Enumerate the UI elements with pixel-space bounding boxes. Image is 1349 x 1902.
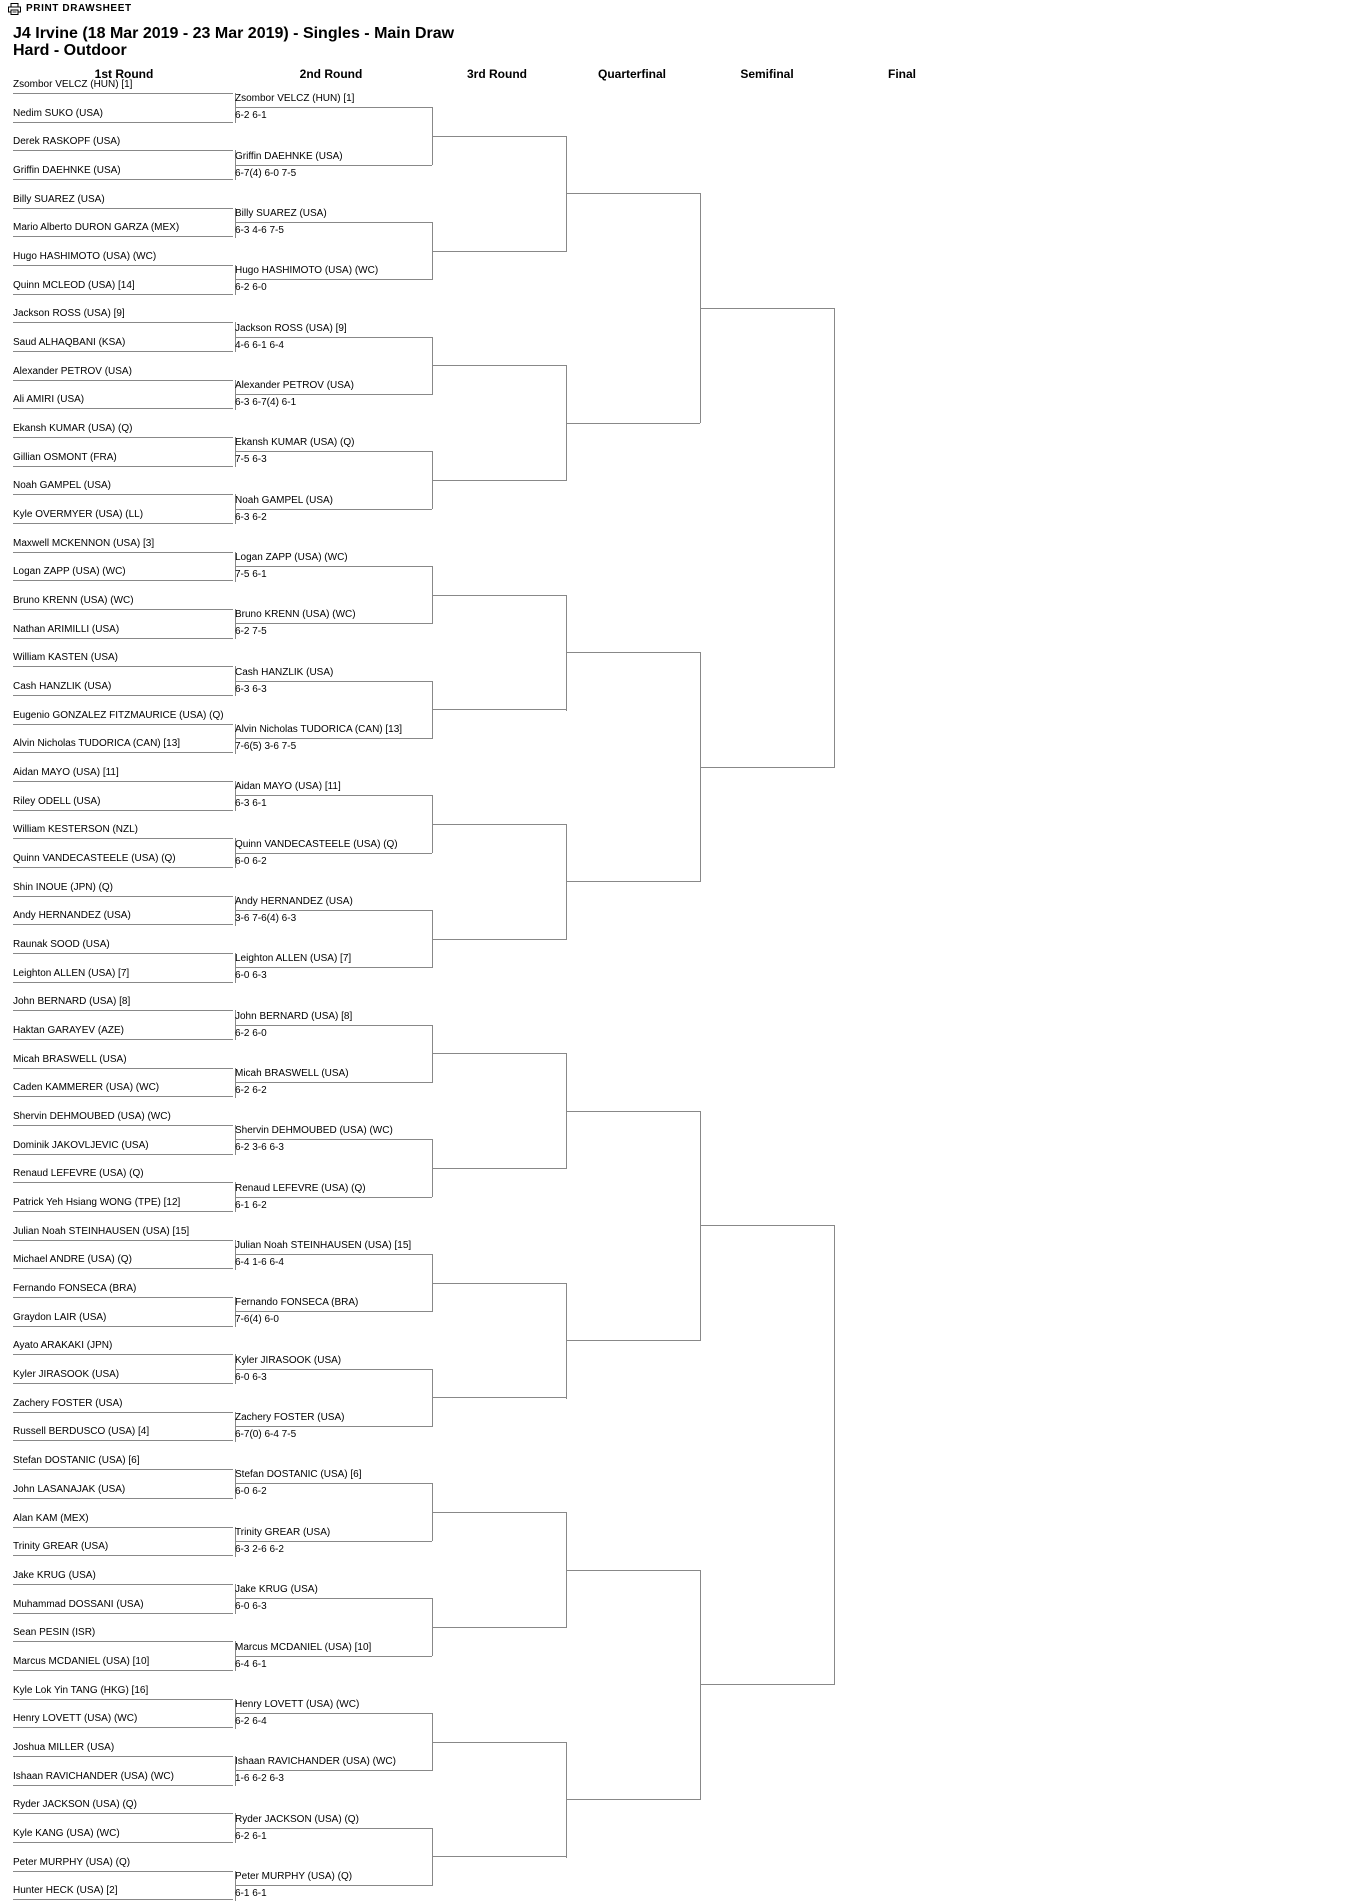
first-round-player[interactable]: Renaud LEFEVRE (USA) (Q) bbox=[13, 1167, 233, 1183]
round-header-6: Final bbox=[887, 67, 916, 81]
first-round-player[interactable]: Russell BERDUSCO (USA) [4] bbox=[13, 1425, 233, 1441]
round-3-line bbox=[432, 939, 566, 940]
match-score: 6-3 4-6 7-5 bbox=[235, 225, 284, 236]
second-round-player[interactable]: John BERNARD (USA) [8] bbox=[235, 1011, 353, 1022]
second-round-line bbox=[235, 1082, 432, 1083]
second-round-line bbox=[235, 623, 432, 624]
second-round-player[interactable]: Kyler JIRASOOK (USA) bbox=[235, 1355, 342, 1366]
first-round-player[interactable]: Noah GAMPEL (USA) bbox=[13, 479, 233, 495]
first-round-player[interactable]: Logan ZAPP (USA) (WC) bbox=[13, 565, 233, 581]
match-score: 6-0 6-3 bbox=[235, 1601, 267, 1612]
match-score: 7-6(5) 3-6 7-5 bbox=[235, 741, 297, 752]
match-score: 6-2 6-0 bbox=[235, 1028, 267, 1039]
round-4-line bbox=[566, 193, 700, 194]
round-4-line bbox=[566, 423, 700, 424]
second-round-player[interactable]: Renaud LEFEVRE (USA) (Q) bbox=[235, 1183, 366, 1194]
first-round-player[interactable]: Zachery FOSTER (USA) bbox=[13, 1397, 233, 1413]
round-4-line bbox=[566, 1799, 700, 1800]
first-round-player[interactable]: Muhammad DOSSANI (USA) bbox=[13, 1598, 233, 1614]
round-4-line bbox=[566, 881, 700, 882]
first-round-player[interactable]: Andy HERNANDEZ (USA) bbox=[13, 909, 233, 925]
first-round-player[interactable]: Maxwell MCKENNON (USA) [3] bbox=[13, 537, 233, 553]
first-round-player[interactable]: Cash HANZLIK (USA) bbox=[13, 680, 233, 696]
second-round-player[interactable]: Quinn VANDECASTEELE (USA) (Q) bbox=[235, 839, 398, 850]
round-header-1: 1st Round bbox=[94, 67, 154, 81]
first-round-player[interactable]: Peter MURPHY (USA) (Q) bbox=[13, 1856, 233, 1872]
second-round-line bbox=[235, 509, 432, 510]
second-round-line bbox=[235, 1713, 432, 1714]
match-score: 6-2 7-5 bbox=[235, 626, 267, 637]
first-round-player[interactable]: Hunter HECK (USA) [2] bbox=[13, 1884, 233, 1900]
first-round-player[interactable]: Griffin DAEHNKE (USA) bbox=[13, 164, 233, 180]
first-round-player[interactable]: Kyle KANG (USA) (WC) bbox=[13, 1827, 233, 1843]
second-round-player[interactable]: Griffin DAEHNKE (USA) bbox=[235, 151, 343, 162]
first-round-player[interactable]: Trinity GREAR (USA) bbox=[13, 1540, 233, 1556]
first-round-player[interactable]: Henry LOVETT (USA) (WC) bbox=[13, 1712, 233, 1728]
second-round-line bbox=[235, 566, 432, 567]
second-round-player[interactable]: Trinity GREAR (USA) bbox=[235, 1527, 331, 1538]
second-round-player[interactable]: Zsombor VELCZ (HUN) [1] bbox=[235, 93, 355, 104]
round-3-line bbox=[432, 1397, 566, 1398]
first-round-player[interactable]: Jake KRUG (USA) bbox=[13, 1569, 233, 1585]
round-4-connector bbox=[566, 136, 567, 252]
second-round-line bbox=[235, 1598, 432, 1599]
second-round-line bbox=[235, 107, 432, 108]
second-round-line bbox=[235, 681, 432, 682]
first-round-player[interactable]: Nathan ARIMILLI (USA) bbox=[13, 623, 233, 639]
first-round-player[interactable]: John BERNARD (USA) [8] bbox=[13, 995, 233, 1011]
round-5-line bbox=[700, 1225, 834, 1226]
round-5-connector bbox=[700, 1570, 701, 1800]
first-round-player[interactable]: Gillian OSMONT (FRA) bbox=[13, 451, 233, 467]
match-score: 6-1 6-1 bbox=[235, 1888, 267, 1899]
round-3-line bbox=[432, 1512, 566, 1513]
page-subtitle: Hard - Outdoor bbox=[13, 42, 127, 59]
first-round-player[interactable]: John LASANAJAK (USA) bbox=[13, 1483, 233, 1499]
first-round-player[interactable]: Micah BRASWELL (USA) bbox=[13, 1053, 233, 1069]
second-round-line bbox=[235, 967, 432, 968]
round-3-line bbox=[432, 251, 566, 252]
match-score: 7-5 6-3 bbox=[235, 454, 267, 465]
second-round-player[interactable]: Aidan MAYO (USA) [11] bbox=[235, 781, 341, 792]
second-round-player[interactable]: Fernando FONSECA (BRA) bbox=[235, 1297, 359, 1308]
second-round-player[interactable]: Jake KRUG (USA) bbox=[235, 1584, 318, 1595]
first-round-player[interactable]: Nedim SUKO (USA) bbox=[13, 107, 233, 123]
first-round-player[interactable]: Michael ANDRE (USA) (Q) bbox=[13, 1253, 233, 1269]
round-3-line bbox=[432, 1283, 566, 1284]
first-round-player[interactable]: Dominik JAKOVLJEVIC (USA) bbox=[13, 1139, 233, 1155]
match-score: 6-3 6-3 bbox=[235, 684, 267, 695]
first-round-player[interactable]: Alan KAM (MEX) bbox=[13, 1512, 233, 1528]
round-5-line bbox=[700, 308, 834, 309]
match-score: 6-7(0) 6-4 7-5 bbox=[235, 1429, 297, 1440]
second-round-line bbox=[235, 222, 432, 223]
match-score: 6-0 6-2 bbox=[235, 1486, 267, 1497]
second-round-player[interactable]: Jackson ROSS (USA) [9] bbox=[235, 323, 347, 334]
first-round-player[interactable]: Kyler JIRASOOK (USA) bbox=[13, 1368, 233, 1384]
match-score: 6-4 1-6 6-4 bbox=[235, 1257, 284, 1268]
second-round-player[interactable]: Ryder JACKSON (USA) (Q) bbox=[235, 1814, 359, 1825]
round-3-line bbox=[432, 709, 566, 710]
first-round-player[interactable]: Hugo HASHIMOTO (USA) (WC) bbox=[13, 250, 233, 266]
second-round-line bbox=[235, 1369, 432, 1370]
first-round-player[interactable]: William KESTERSON (NZL) bbox=[13, 823, 233, 839]
first-round-player[interactable]: Marcus MCDANIEL (USA) [10] bbox=[13, 1655, 233, 1671]
match-score: 3-6 7-6(4) 6-3 bbox=[235, 913, 297, 924]
first-round-player[interactable]: Riley ODELL (USA) bbox=[13, 795, 233, 811]
round-4-line bbox=[566, 1111, 700, 1112]
second-round-player[interactable]: Hugo HASHIMOTO (USA) (WC) bbox=[235, 265, 379, 276]
second-round-line bbox=[235, 451, 432, 452]
round-3-line bbox=[432, 595, 566, 596]
first-round-player[interactable]: Caden KAMMERER (USA) (WC) bbox=[13, 1081, 233, 1097]
round-5-line bbox=[700, 1684, 834, 1685]
match-score: 7-6(4) 6-0 bbox=[235, 1314, 279, 1325]
second-round-line bbox=[235, 1483, 432, 1484]
first-round-player[interactable]: Haktan GARAYEV (AZE) bbox=[13, 1024, 233, 1040]
second-round-line bbox=[235, 1828, 432, 1829]
round-4-connector bbox=[566, 1283, 567, 1399]
first-round-player[interactable]: Graydon LAIR (USA) bbox=[13, 1311, 233, 1327]
first-round-player[interactable]: Ekansh KUMAR (USA) (Q) bbox=[13, 422, 233, 438]
round-4-connector bbox=[566, 1742, 567, 1858]
first-round-player[interactable]: Derek RASKOPF (USA) bbox=[13, 135, 233, 151]
round-3-line bbox=[432, 824, 566, 825]
match-score: 1-6 6-2 6-3 bbox=[235, 1773, 284, 1784]
match-score: 6-2 6-1 bbox=[235, 1831, 267, 1842]
first-round-player[interactable]: Mario Alberto DURON GARZA (MEX) bbox=[13, 221, 233, 237]
round-3-connector bbox=[432, 1369, 433, 1427]
round-6-connector bbox=[834, 308, 835, 768]
first-round-player[interactable]: Ali AMIRI (USA) bbox=[13, 393, 233, 409]
first-round-player[interactable]: Sean PESIN (ISR) bbox=[13, 1626, 233, 1642]
second-round-player[interactable]: Zachery FOSTER (USA) bbox=[235, 1412, 345, 1423]
second-round-line bbox=[235, 337, 432, 338]
second-round-line bbox=[235, 394, 432, 395]
second-round-player[interactable]: Micah BRASWELL (USA) bbox=[235, 1068, 349, 1079]
first-round-player[interactable]: Ryder JACKSON (USA) (Q) bbox=[13, 1798, 233, 1814]
first-round-player[interactable]: Kyle Lok Yin TANG (HKG) [16] bbox=[13, 1684, 233, 1700]
round-3-line bbox=[432, 365, 566, 366]
round-header-3: 3rd Round bbox=[467, 67, 527, 81]
round-4-connector bbox=[566, 824, 567, 940]
match-score: 6-1 6-2 bbox=[235, 1200, 267, 1211]
round-header-5: Semifinal bbox=[740, 67, 794, 81]
second-round-line bbox=[235, 279, 432, 280]
second-round-line bbox=[235, 1139, 432, 1140]
round-3-line bbox=[432, 480, 566, 481]
round-4-connector bbox=[566, 595, 567, 711]
round-3-connector bbox=[432, 1828, 433, 1886]
second-round-line bbox=[235, 1197, 432, 1198]
match-score: 7-5 6-1 bbox=[235, 569, 267, 580]
first-round-player[interactable]: Stefan DOSTANIC (USA) [6] bbox=[13, 1454, 233, 1470]
first-round-player[interactable]: Ishaan RAVICHANDER (USA) (WC) bbox=[13, 1770, 233, 1786]
first-round-player[interactable]: Aidan MAYO (USA) [11] bbox=[13, 766, 233, 782]
second-round-player[interactable]: Henry LOVETT (USA) (WC) bbox=[235, 1699, 360, 1710]
round-4-line bbox=[566, 1340, 700, 1341]
first-round-player[interactable]: Shin INOUE (JPN) (Q) bbox=[13, 881, 233, 897]
first-round-player[interactable]: Julian Noah STEINHAUSEN (USA) [15] bbox=[13, 1225, 233, 1241]
match-score: 6-2 6-0 bbox=[235, 282, 267, 293]
match-score: 6-0 6-3 bbox=[235, 1372, 267, 1383]
second-round-player[interactable]: Shervin DEHMOUBED (USA) (WC) bbox=[235, 1125, 393, 1136]
first-round-player[interactable]: Raunak SOOD (USA) bbox=[13, 938, 233, 954]
round-header-4: Quarterfinal bbox=[597, 67, 666, 81]
first-round-player[interactable]: Patrick Yeh Hsiang WONG (TPE) [12] bbox=[13, 1196, 233, 1212]
first-round-player[interactable]: Quinn VANDECASTEELE (USA) (Q) bbox=[13, 852, 233, 868]
first-round-player[interactable]: Joshua MILLER (USA) bbox=[13, 1741, 233, 1757]
round-3-line bbox=[432, 1856, 566, 1857]
second-round-player[interactable]: Alexander PETROV (USA) bbox=[235, 380, 354, 391]
second-round-player[interactable]: Marcus MCDANIEL (USA) [10] bbox=[235, 1642, 372, 1653]
second-round-line bbox=[235, 1426, 432, 1427]
second-round-player[interactable]: Noah GAMPEL (USA) bbox=[235, 495, 333, 506]
first-round-player[interactable]: Eugenio GONZALEZ FITZMAURICE (USA) (Q) bbox=[13, 709, 233, 725]
second-round-line bbox=[235, 1025, 432, 1026]
round-6-connector bbox=[834, 1225, 835, 1685]
print-drawsheet-label: PRINT DRAWSHEET bbox=[26, 2, 132, 14]
match-score: 6-3 6-1 bbox=[235, 798, 267, 809]
first-round-player[interactable]: Alexander PETROV (USA) bbox=[13, 365, 233, 381]
match-score: 6-3 6-2 bbox=[235, 512, 267, 523]
match-score: 6-2 6-4 bbox=[235, 1716, 267, 1727]
round-3-line bbox=[432, 1168, 566, 1169]
second-round-line bbox=[235, 910, 432, 911]
first-round-player[interactable]: Zsombor VELCZ (HUN) [1] bbox=[13, 78, 233, 94]
second-round-line bbox=[235, 1541, 432, 1542]
match-score: 6-0 6-3 bbox=[235, 970, 267, 981]
second-round-line bbox=[235, 738, 432, 739]
second-round-player[interactable]: Bruno KRENN (USA) (WC) bbox=[235, 609, 356, 620]
first-round-player[interactable]: Kyle OVERMYER (USA) (LL) bbox=[13, 508, 233, 524]
first-round-player[interactable]: Saud ALHAQBANI (KSA) bbox=[13, 336, 233, 352]
match-score: 4-6 6-1 6-4 bbox=[235, 340, 284, 351]
second-round-line bbox=[235, 1656, 432, 1657]
second-round-line bbox=[235, 795, 432, 796]
round-5-line bbox=[700, 767, 834, 768]
second-round-player[interactable]: Cash HANZLIK (USA) bbox=[235, 667, 334, 678]
page-title: J4 Irvine (18 Mar 2019 - 23 Mar 2019) - Singles - Main Draw bbox=[13, 25, 455, 42]
first-round-player[interactable]: Bruno KRENN (USA) (WC) bbox=[13, 594, 233, 610]
printer-icon bbox=[8, 2, 21, 14]
match-score: 6-4 6-1 bbox=[235, 1659, 267, 1670]
first-round-player[interactable]: Fernando FONSECA (BRA) bbox=[13, 1282, 233, 1298]
second-round-player[interactable]: Logan ZAPP (USA) (WC) bbox=[235, 552, 348, 563]
round-4-line bbox=[566, 652, 700, 653]
match-score: 6-3 6-7(4) 6-1 bbox=[235, 397, 297, 408]
first-round-player[interactable]: Ayato ARAKAKI (JPN) bbox=[13, 1339, 233, 1355]
second-round-line bbox=[235, 1254, 432, 1255]
match-score: 6-2 6-1 bbox=[235, 110, 267, 121]
round-3-connector bbox=[432, 337, 433, 395]
first-round-player[interactable]: Billy SUAREZ (USA) bbox=[13, 193, 233, 209]
round-3-line bbox=[432, 136, 566, 137]
second-round-player[interactable]: Julian Noah STEINHAUSEN (USA) [15] bbox=[235, 1240, 412, 1251]
match-score: 6-2 6-2 bbox=[235, 1085, 267, 1096]
second-round-line bbox=[235, 165, 432, 166]
second-round-player[interactable]: Ishaan RAVICHANDER (USA) (WC) bbox=[235, 1756, 396, 1767]
second-round-player[interactable]: Stefan DOSTANIC (USA) [6] bbox=[235, 1469, 362, 1480]
second-round-player[interactable]: Alvin Nicholas TUDORICA (CAN) [13] bbox=[235, 724, 403, 735]
round-3-line bbox=[432, 1742, 566, 1743]
second-round-line bbox=[235, 1885, 432, 1886]
round-5-connector bbox=[700, 1111, 701, 1341]
round-3-connector bbox=[432, 681, 433, 739]
second-round-line bbox=[235, 853, 432, 854]
first-round-player[interactable]: Alvin Nicholas TUDORICA (CAN) [13] bbox=[13, 737, 233, 753]
round-3-connector bbox=[432, 1025, 433, 1083]
match-score: 6-7(4) 6-0 7-5 bbox=[235, 168, 297, 179]
first-round-player[interactable]: Quinn MCLEOD (USA) [14] bbox=[13, 279, 233, 295]
first-round-player[interactable]: William KASTEN (USA) bbox=[13, 651, 233, 667]
round-header-2: 2nd Round bbox=[299, 67, 363, 81]
match-score: 6-0 6-2 bbox=[235, 856, 267, 867]
first-round-player[interactable]: Leighton ALLEN (USA) [7] bbox=[13, 967, 233, 983]
round-4-line bbox=[566, 1570, 700, 1571]
second-round-player[interactable]: Leighton ALLEN (USA) [7] bbox=[235, 953, 352, 964]
match-score: 6-2 3-6 6-3 bbox=[235, 1142, 284, 1153]
match-score: 6-3 2-6 6-2 bbox=[235, 1544, 284, 1555]
second-round-line bbox=[235, 1311, 432, 1312]
print-drawsheet-button[interactable] bbox=[8, 1, 132, 15]
first-round-player[interactable]: Jackson ROSS (USA) [9] bbox=[13, 307, 233, 323]
round-3-line bbox=[432, 1627, 566, 1628]
first-round-player[interactable]: Shervin DEHMOUBED (USA) (WC) bbox=[13, 1110, 233, 1126]
second-round-player[interactable]: Peter MURPHY (USA) (Q) bbox=[235, 1871, 353, 1882]
second-round-player[interactable]: Ekansh KUMAR (USA) (Q) bbox=[235, 437, 355, 448]
second-round-line bbox=[235, 1770, 432, 1771]
second-round-player[interactable]: Billy SUAREZ (USA) bbox=[235, 208, 327, 219]
round-3-line bbox=[432, 1053, 566, 1054]
second-round-player[interactable]: Andy HERNANDEZ (USA) bbox=[235, 896, 353, 907]
